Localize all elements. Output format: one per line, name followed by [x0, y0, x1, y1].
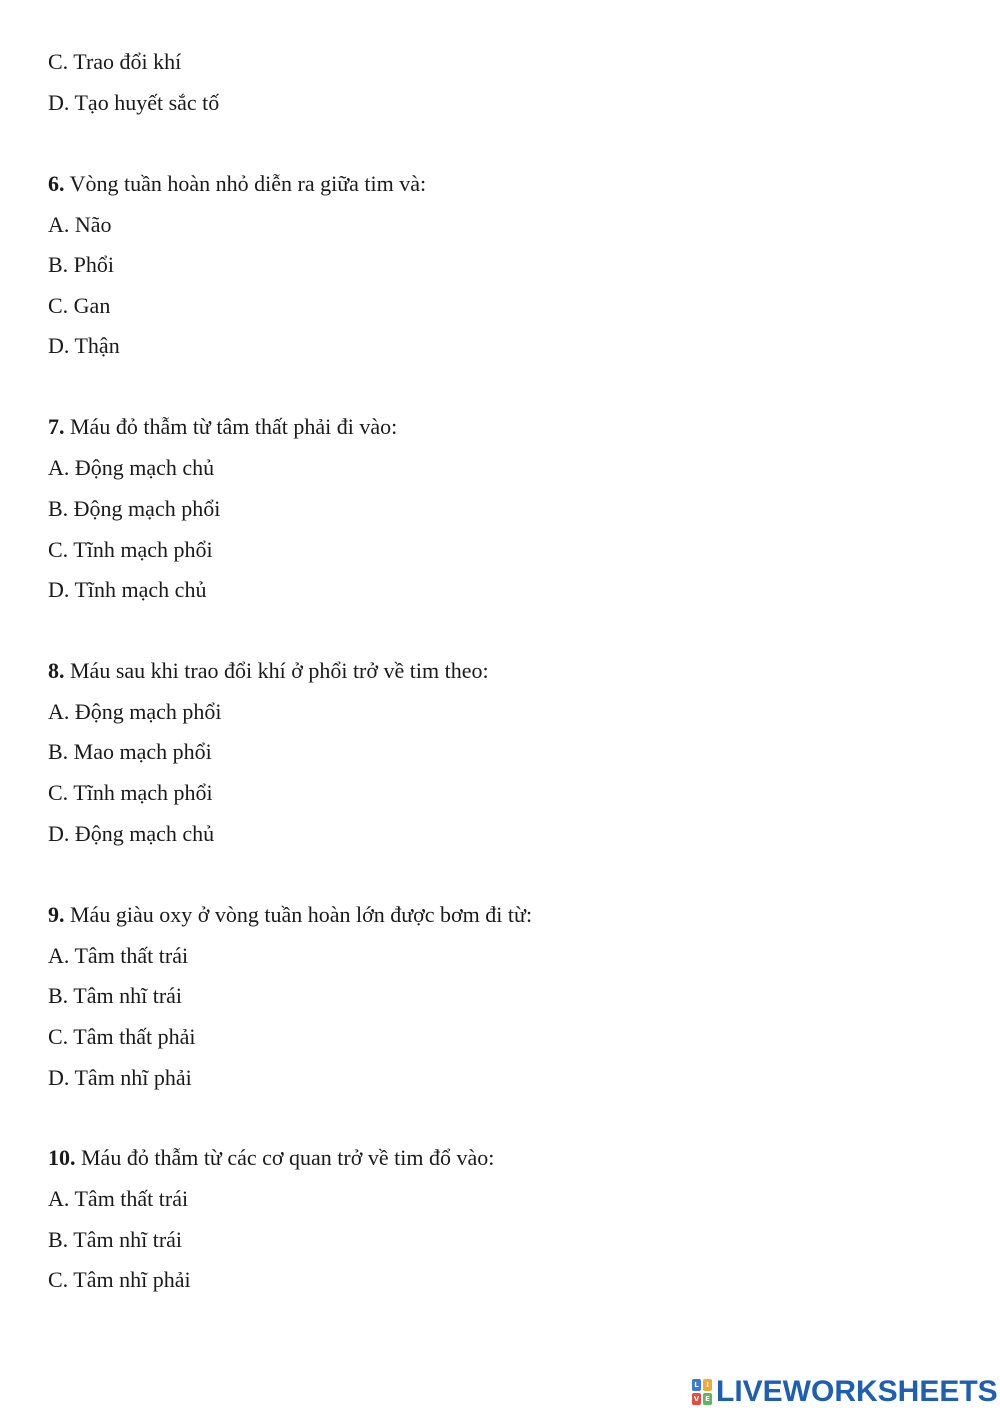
question-9-stem — [48, 902, 532, 928]
option-text: A. Động mạch phổi — [48, 699, 222, 724]
question-10-stem — [48, 1145, 494, 1171]
option-text: D. Động mạch chủ — [48, 821, 215, 846]
question-number: 8. — [48, 658, 65, 683]
question-text: Máu sau khi trao đổi khí ở phổi trở về tim theo: — [64, 658, 489, 683]
question-text: Máu đỏ thẫm từ các cơ quan trở về tim đổ vào: — [75, 1145, 495, 1170]
question-8-stem — [48, 658, 489, 684]
option-text: C. Tâm nhĩ phải — [48, 1267, 191, 1292]
option-text: A. Tâm thất trái — [48, 1186, 189, 1211]
option-text: B. Tâm nhĩ trái — [48, 983, 183, 1008]
question-text: Máu đỏ thẫm từ tâm thất phải đi vào: — [64, 414, 398, 439]
option-text: D. Tĩnh mạch chủ — [48, 577, 207, 602]
question-text: Máu giàu oxy ở vòng tuần hoàn lớn được bơm đi từ: — [64, 902, 533, 927]
liveworksheets-logo — [692, 1374, 998, 1410]
option-text: C. Gan — [48, 293, 111, 318]
question-number: 7. — [48, 414, 65, 439]
option-text: D. Tạo huyết sắc tố — [48, 90, 220, 115]
option-text: B. Động mạch phổi — [48, 496, 221, 521]
option-text: D. Thận — [48, 333, 120, 358]
option-text: C. Tâm thất phải — [48, 1024, 196, 1049]
option-text: C. Tĩnh mạch phổi — [48, 780, 213, 805]
question-7-stem — [48, 414, 397, 440]
option-text: B. Mao mạch phổi — [48, 739, 212, 764]
question-6-stem — [48, 171, 426, 197]
logo-block: E — [703, 1393, 712, 1405]
question-number: 9. — [48, 902, 65, 927]
option-text: D. Tâm nhĩ phải — [48, 1065, 192, 1090]
option-text: B. Phổi — [48, 252, 115, 277]
question-number: 10. — [48, 1145, 76, 1170]
option-text: A. Não — [48, 212, 112, 237]
logo-text: LIVEWORKSHEETS — [716, 1375, 998, 1408]
logo-blocks-icon — [692, 1379, 712, 1405]
question-number: 6. — [48, 171, 65, 196]
question-text: Vòng tuần hoàn nhỏ diễn ra giữa tim và: — [64, 171, 427, 196]
logo-block: V — [693, 1395, 700, 1403]
option-text: B. Tâm nhĩ trái — [48, 1227, 183, 1252]
option-text: C. Tĩnh mạch phổi — [48, 537, 213, 562]
logo-block: L — [692, 1379, 701, 1391]
option-text: A. Tâm thất trái — [48, 943, 189, 968]
option-text: C. Trao đổi khí — [48, 49, 182, 74]
logo-block: I — [703, 1379, 712, 1391]
option-text: A. Động mạch chủ — [48, 455, 215, 480]
